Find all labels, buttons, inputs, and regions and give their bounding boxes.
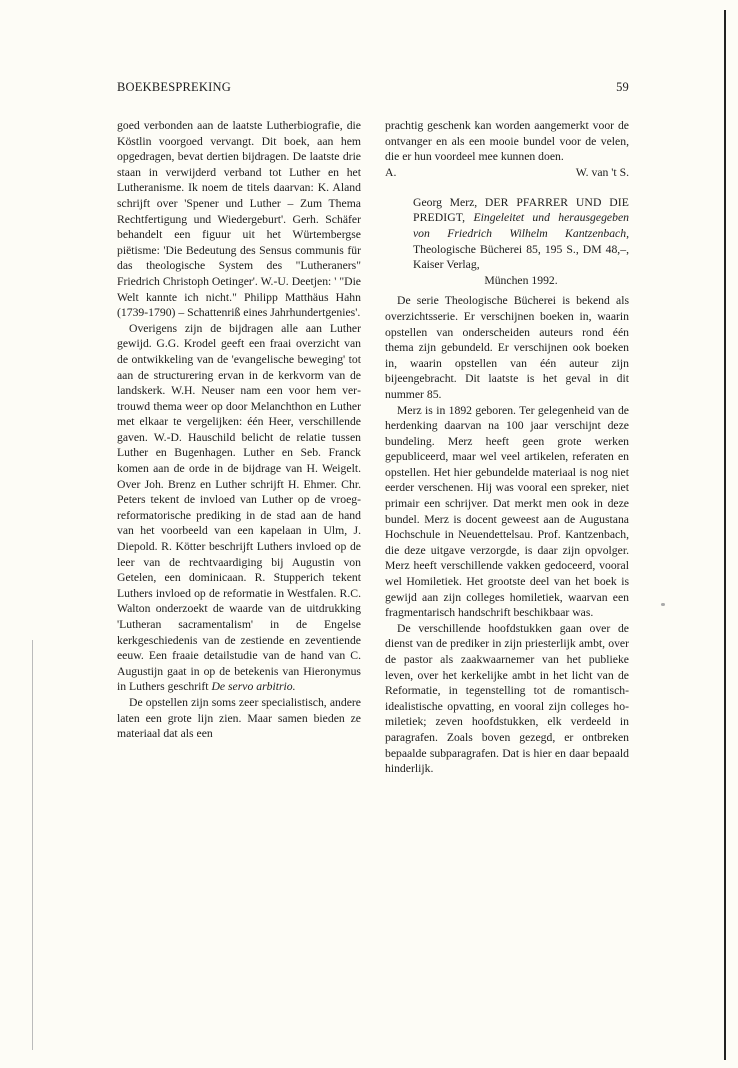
- scan-speck: [661, 603, 665, 606]
- right-paragraph-2: De serie Theologische Bücherei is bekend als overzichtsserie. Er verschijnen boeken in, waarin opstellen van onderscheiden auteurs rond één thema zijn gebundeld. Er verschijnen ook boeken in, waarin opstellen van één auteur zijn bijeengebracht. Dit laatste is het geval in dit nummer 85.: [385, 294, 629, 401]
- right-paragraph-4: De verschillende hoofdstukken gaan over de dienst van de prediker in zijn priesterlijk ambt, over de pastor als zaakwaarnemer van het publieke leven, over het kerkelijke ambt in het licht van de Reformatie, in tegenstelling tot de romantisch-idealistische opvatting, en vooral zijn colleges homiletiek; zeven hoofdstukken, elk verdeeld in paragrafen. Zoals boven gezegd, er ontbreken bepaalde subparagrafen. Dat is hier en daar bepaald hinderlijk.: [385, 621, 629, 776]
- book-author: Georg Merz,: [413, 195, 478, 209]
- signature-initial: A.: [385, 165, 397, 179]
- left-paragraph-3: De opstellen zijn soms zeer specialistisch, andere laten een grote lijn zien. Maar samen bieden ze materiaal dat als een: [117, 695, 361, 741]
- left-column: [117, 118, 361, 742]
- book-imprint: München 1992.: [484, 273, 558, 287]
- running-head-title: BOEKBESPREKING: [117, 80, 231, 94]
- left-paragraph-1: goed verbonden aan de laatste Lutherbiografie, die Köstlin voorgoed vervangt. Dit boek, aan hem opgedragen, bevat dertien bijdragen. De laatste drie staan in verwijderd verband tot Luther en het Lutheranisme. Ik noem de titels daarvan: K. Aland schrijft over 'Spener und Luther – Zum Thema Rechtfertigung und Wiedergeburt'. Gerh. Schäfer behandelt een figuur uit het Würtembergse piëtisme: 'Die Bedeutung des Sensus communis für das theologische System des "Lutheraners" Friedrich Christoph Oetinger'. W.-U. Deetjen: ' "Die Welt kannte ich nicht." Philipp Matthäus Hahn (1739-1790) – Schattenriß eines Jahrhundertgenies'.: [117, 119, 361, 320]
- book-title: DER PFARRER UND DIE PREDIGT,: [413, 195, 630, 225]
- left-paragraph-2-text: Overigens zijn de bijdragen alle aan Luther gewijd. G.G. Krodel geeft een fraai overzicht van de ontwikkeling van de 'evangelische beweging' tot aan de structurering ervan in de kerkvorm van de landskerk. W.H. Neuser nam een voor hem vertrouwd thema weer op door Melanchthon en Luther met elkaar te vergelijken: één Heer, verschillende gaven. W.-D. Hauschild belicht de relatie tussen Luther en Bugenhagen. Luther en Seb. Franck komen aan de orde in de bijdrage van H. Weigelt. Over Joh. Brenz en Luther schrijft H. Ehmer. Chr. Peters tekent de invloed van Luther op de vroeg-reformatorische prediking in de stad aan de hand van het voorbeeld van een kapelaan in Ulm, J. Diepold. R. Kötter beschrijft Luthers invloed op de leer van de rechtvaardiging bij Augustin von Getelen, een dominicaan. R. Stupperich tekent Luthers invloed op de reformatie in Westfalen. R.C. Walton onderzoekt de waarde van de uitdrukking 'Lutheran sacramentalism' in de Engelse kerkgeschiedenis van de zestiende en zeventiende eeuw. Een fraaie detailstudie van de hand van C. Augustijn gaat in op de betekenis van Hieronymus in Luthers geschrift: [117, 321, 361, 694]
- signature-reviewer: W. van 't S.: [575, 165, 629, 179]
- page-edge-left: [32, 640, 33, 1050]
- page-edge-right: [724, 10, 726, 1060]
- right-paragraph-1: prachtig geschenk kan worden aangemerkt voor de ontvanger en als een mooie bundel voor de velen, die er hun voordeel mee kunnen doen.: [385, 119, 629, 164]
- running-head: [117, 80, 629, 96]
- review-signature: [385, 165, 629, 181]
- left-paragraph-2: [117, 321, 361, 695]
- book-citation: [413, 195, 629, 289]
- work-title-de-servo-arbitrio: De servo arbitrio.: [211, 680, 296, 694]
- book-series: Theologische Bücherei 85, 195 S., DM 48,–, Kaiser Verlag,: [413, 242, 629, 272]
- book-editors: Eingeleitet und herausgegeben von Friedrich Wilhelm Kantzenbach,: [413, 211, 629, 240]
- page-number: 59: [616, 80, 629, 94]
- right-column: [385, 118, 629, 777]
- right-paragraph-3: Merz is in 1892 geboren. Ter gelegenheid van de herdenking daarvan na 100 jaar verschijnt deze bundeling. Merz heeft geen grote werken gepubliceerd, maar wel veel artikelen, referaten en opstellen. Het hier gebundelde materiaal is nog niet eerder verschenen. Hij was vooral een spreker, niet primair een schrijver. Dat merkt men ook in deze bundel. Merz is docent geweest aan de Augustana Hochschule in Neuendettelsau. Prof. Kantzenbach, die deze uitgave verzorgde, is daar zijn opvolger. Merz heeft verschillende vakken gedoceerd, vooral wel Homiletiek. Het grootste deel van het boek is gewijd aan zijn colleges homiletiek, waarvan een fragmentarisch handschrift beschikbaar was.: [385, 403, 629, 620]
